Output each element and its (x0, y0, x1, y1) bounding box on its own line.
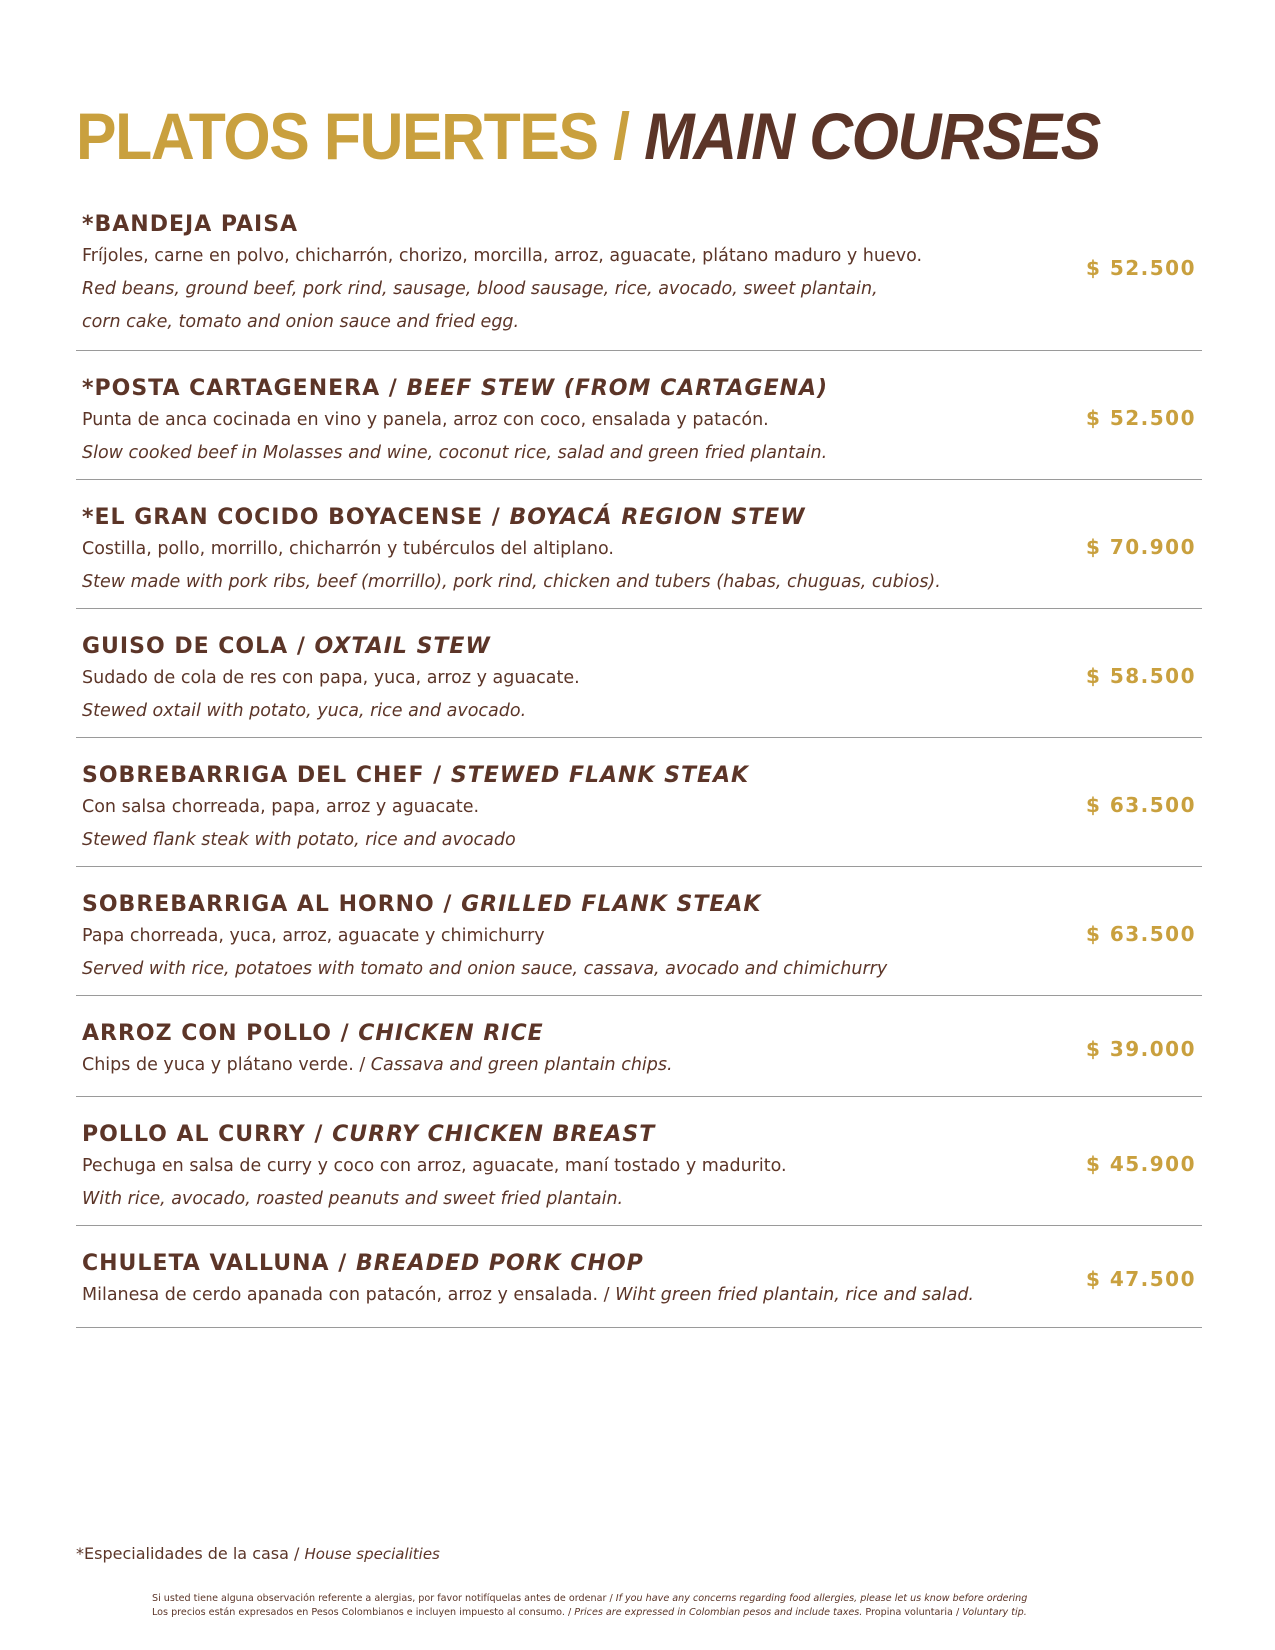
menu-item-text (82, 1019, 1092, 1082)
footnote-spanish: *Especialidades de la casa (76, 1544, 289, 1563)
menu-item-text (82, 890, 1092, 986)
menu-item-price: $ 47.500 (1085, 1267, 1196, 1291)
menu-item-description-spanish (82, 404, 1092, 437)
menu-item-text (82, 503, 1092, 599)
footnote-english: House specialities (304, 1545, 440, 1563)
description-spanish-text: Chips de yuca y plátano verde. (82, 1055, 354, 1075)
menu-item-description-english: With rice, avocado, roasted peanuts and sweet fried plantain. (82, 1189, 624, 1209)
menu-item-name: *POSTA CARTAGENERA / BEEF STEW (FROM CARTAGENA) (82, 376, 829, 401)
menu-item-name-english: BEEF STEW (FROM CARTAGENA) (406, 376, 829, 401)
menu-item-price: $ 45.900 (1085, 1152, 1196, 1176)
menu-item-description-spanish: Milanesa de cerdo apanada con patacón, arroz y ensalada. / Wiht green fried plantain, rice and salad. (82, 1285, 974, 1305)
menu-item-name-spanish: *EL GRAN COCIDO BOYACENSE (82, 505, 484, 530)
menu-item-name-english: BOYACÁ REGION STEW (509, 505, 806, 530)
description-spanish-text: Sudado de cola de res con papa, yuca, arroz y aguacate. (82, 668, 580, 688)
legal-tip-spanish: Propina voluntaria (865, 1607, 953, 1618)
menu-item-name-english: STEWED FLANK STEAK (450, 763, 750, 788)
menu-divider (76, 479, 1202, 480)
menu-divider (76, 737, 1202, 738)
menu-item-name: POLLO AL CURRY / CURRY CHICKEN BREAST (82, 1122, 656, 1147)
menu-item-price: $ 58.500 (1085, 664, 1196, 688)
menu-item-name: CHULETA VALLUNA / BREADED PORK CHOP (82, 1251, 644, 1276)
menu-divider (76, 866, 1202, 867)
menu-item-description-english: Slow cooked beef in Molasses and wine, coconut rice, salad and green fried plantain. (82, 443, 828, 463)
description-spanish-text: Milanesa de cerdo apanada con patacón, arroz y ensalada. (82, 1285, 599, 1305)
description-english-inline: Cassava and green plantain chips. (370, 1055, 673, 1075)
menu-item-name-english: CHICKEN RICE (358, 1021, 544, 1046)
menu-item-description-spanish (82, 1150, 1092, 1183)
menu-item-description-spanish: Chips de yuca y plátano verde. / Cassava and green plantain chips. (82, 1055, 673, 1075)
menu-item-name-english: OXTAIL STEW (314, 634, 491, 659)
menu-item-name: SOBREBARRIGA DEL CHEF / STEWED FLANK STEAK (82, 763, 750, 788)
menu-item-name-spanish: GUISO DE COLA (82, 634, 289, 659)
menu-item-price: $ 52.500 (1085, 406, 1196, 430)
menu-item-text (82, 374, 1092, 470)
menu-item-text (82, 761, 1092, 857)
legal-notice (152, 1592, 1132, 1620)
menu-divider (76, 608, 1202, 609)
menu-item-price: $ 39.000 (1085, 1037, 1196, 1061)
legal-prices-spanish: Los precios están expresados en Pesos Colombianos e incluyen impuesto al consumo. (152, 1607, 565, 1618)
menu-item-text (82, 632, 1092, 728)
menu-item-price: $ 52.500 (1085, 256, 1196, 280)
legal-prices-english: Prices are expressed in Colombian pesos and include taxes. (574, 1607, 863, 1618)
menu-item-name-spanish: *POSTA CARTAGENERA (82, 376, 381, 401)
menu-item-name-english: GRILLED FLANK STEAK (461, 892, 762, 917)
menu-divider (76, 1096, 1202, 1097)
description-english-inline: Wiht green fried plantain, rice and salad. (615, 1285, 974, 1305)
menu-item-description-spanish (82, 791, 1092, 824)
menu-item-name-english: BREADED PORK CHOP (355, 1251, 644, 1276)
menu-item-name-spanish: ARROZ CON POLLO (82, 1021, 332, 1046)
menu-item-description-english: Served with rice, potatoes with tomato and onion sauce, cassava, avocado and chimichurry (82, 959, 888, 979)
menu-item-description-spanish (82, 920, 1092, 953)
description-spanish-text: Pechuga en salsa de curry y coco con arroz, aguacate, maní tostado y madurito. (82, 1156, 787, 1176)
description-spanish-text: Papa chorreada, yuca, arroz, aguacate y chimichurry (82, 926, 545, 946)
menu-divider (76, 995, 1202, 996)
description-spanish-text: Punta de anca cocinada en vino y panela, arroz con coco, ensalada y patacón. (82, 410, 769, 430)
page-title (76, 96, 1100, 176)
menu-item-name: *EL GRAN COCIDO BOYACENSE / BOYACÁ REGION STEW (82, 505, 806, 530)
menu-item-name-english: CURRY CHICKEN BREAST (332, 1122, 656, 1147)
menu-item-price: $ 63.500 (1085, 793, 1196, 817)
menu-item-name-spanish: SOBREBARRIGA AL HORNO (82, 892, 435, 917)
menu-item-description-english: corn cake, tomato and onion sauce and fried egg. (82, 312, 520, 332)
menu-item-name-spanish: SOBREBARRIGA DEL CHEF (82, 763, 425, 788)
legal-allergies-spanish: Si usted tiene alguna observación referente a alergias, por favor notifíquelas antes de ordenar (152, 1593, 607, 1604)
menu-item-name: ARROZ CON POLLO / CHICKEN RICE (82, 1021, 544, 1046)
legal-line-allergies: Si usted tiene alguna observación referente a alergias, por favor notifíquelas antes de ordenar / If you have any concerns regarding food allergies, please let us know before ordering (152, 1593, 1028, 1604)
description-spanish-text: Costilla, pollo, morrillo, chicharrón y tubérculos del altiplano. (82, 539, 614, 559)
menu-item-text (82, 1249, 1092, 1312)
house-specialities-footnote: *Especialidades de la casa / House specialities (76, 1544, 440, 1563)
menu-divider (76, 350, 1202, 351)
legal-line-prices: Los precios están expresados en Pesos Colombianos e incluyen impuesto al consumo. / Prices are expressed in Colombian pesos and include taxes. Propina voluntaria / Voluntary tip. (152, 1607, 1027, 1618)
menu-item-description-english: Stewed flank steak with potato, rice and avocado (82, 830, 516, 850)
menu-item-description-spanish (82, 533, 1092, 566)
title-english: MAIN COURSES (644, 99, 1100, 173)
menu-item-text (82, 1120, 1092, 1216)
description-spanish-text: Fríjoles, carne en polvo, chicharrón, chorizo, morcilla, arroz, aguacate, plátano maduro y huevo. (82, 246, 923, 266)
menu-item-description-english: Stewed oxtail with potato, yuca, rice and avocado. (82, 701, 527, 721)
menu-item-name-spanish: CHULETA VALLUNA (82, 1251, 330, 1276)
legal-tip-english: Voluntary tip. (962, 1607, 1027, 1618)
title-spanish: PLATOS FUERTES (76, 99, 598, 173)
menu-divider (76, 1225, 1202, 1226)
menu-item-price: $ 63.500 (1085, 922, 1196, 946)
menu-item-name-spanish: POLLO AL CURRY (82, 1122, 306, 1147)
title-separator: / (597, 99, 645, 173)
menu-item-description-spanish (82, 240, 1092, 273)
menu-item-description-spanish (82, 662, 1092, 695)
menu-item-name-spanish: *BANDEJA PAISA (82, 212, 299, 237)
menu-divider (76, 1327, 1202, 1328)
menu-item-description-english: Red beans, ground beef, pork rind, sausage, blood sausage, rice, avocado, sweet plantain, (82, 279, 878, 299)
menu-item-name: SOBREBARRIGA AL HORNO / GRILLED FLANK STEAK (82, 892, 762, 917)
description-spanish-text: Con salsa chorreada, papa, arroz y aguacate. (82, 797, 480, 817)
menu-item-name (82, 210, 1092, 240)
menu-item-description-english: Stew made with pork ribs, beef (morrillo), pork rind, chicken and tubers (habas, chuguas, cubios). (82, 572, 941, 592)
menu-item-text (82, 210, 1092, 339)
menu-item-price: $ 70.900 (1085, 535, 1196, 559)
legal-allergies-english: If you have any concerns regarding food allergies, please let us know before ordering (615, 1593, 1028, 1604)
menu-item-name: GUISO DE COLA / OXTAIL STEW (82, 634, 491, 659)
